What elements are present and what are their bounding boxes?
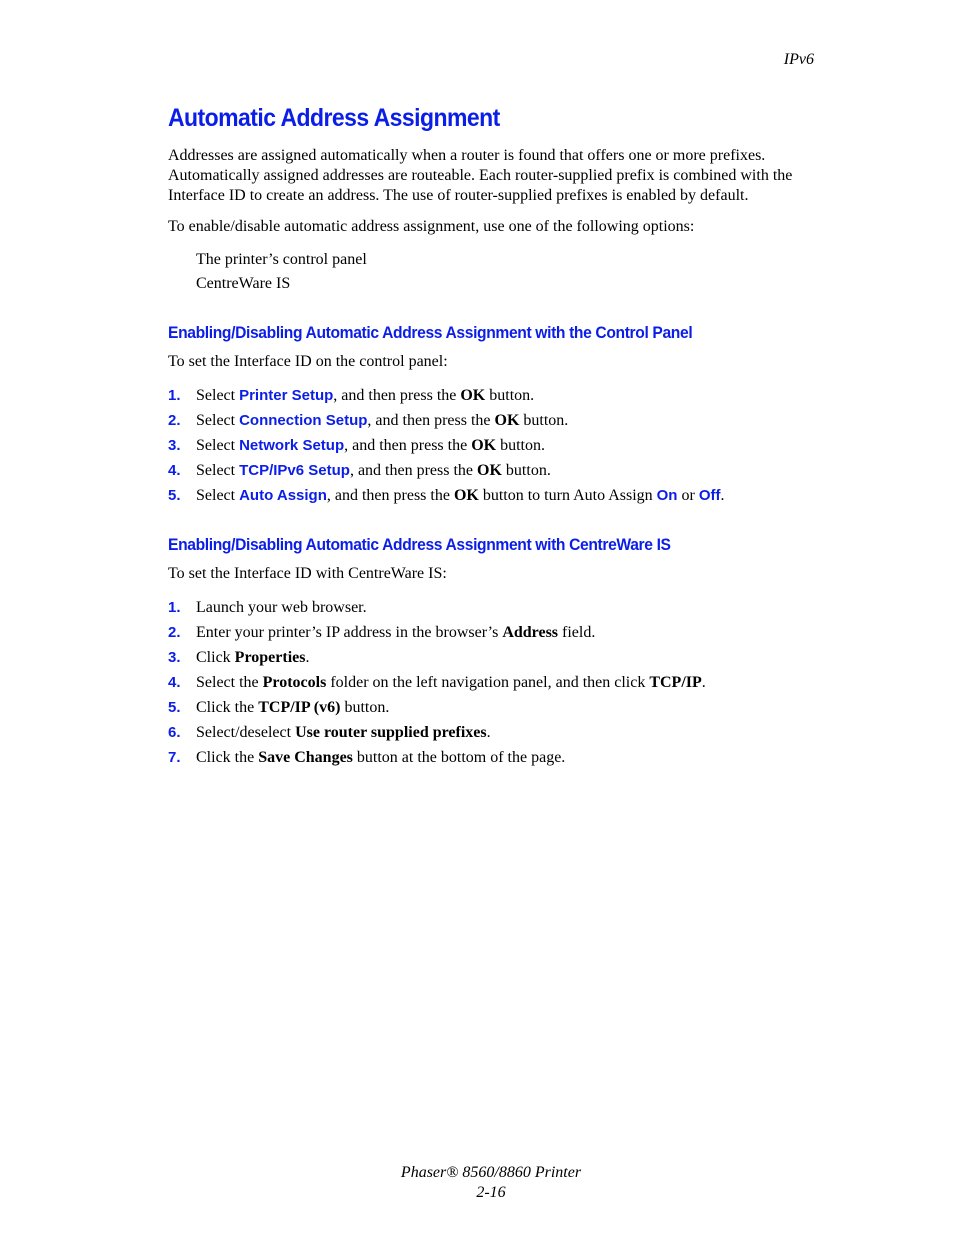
intro-paragraph: Addresses are assigned automatically when a router is found that offers one or more prefixes. Automatically assigned addresses are routeable. Each router-supplied prefix is combined with the Interface ID to create an address. The use of router-supplied prefixes is enabled by default. — [168, 147, 793, 204]
step-text: Select — [196, 487, 240, 504]
button-label: OK — [477, 462, 502, 479]
footer-page-number: 2-16 — [476, 1184, 506, 1201]
step-text: field. — [558, 624, 596, 641]
step-item — [168, 433, 818, 458]
step-number: 4. — [168, 674, 181, 691]
menu-value-on: On — [656, 487, 678, 504]
ui-label: Properties — [234, 649, 306, 666]
step-item — [168, 595, 818, 620]
menu-value-off: Off — [698, 487, 721, 504]
step-number: 2. — [168, 624, 181, 641]
step-text: , and then press the — [367, 412, 495, 429]
step-text: Select — [196, 412, 240, 429]
step-number: 6. — [168, 724, 181, 741]
step-item — [168, 483, 818, 508]
step-item — [168, 408, 818, 433]
step-text: Select — [196, 462, 240, 479]
step-item — [168, 670, 818, 695]
ui-label: Use router supplied prefixes — [295, 724, 487, 741]
section-lead: To set the Interface ID with CentreWare IS: — [168, 565, 447, 582]
option-item: The printer’s control panel — [196, 251, 367, 268]
step-text: , and then press the — [333, 387, 461, 404]
step-text: . — [486, 724, 491, 741]
step-number: 1. — [168, 387, 181, 404]
step-number: 7. — [168, 749, 181, 766]
step-text: button. — [501, 462, 551, 479]
control-panel-section — [168, 322, 818, 508]
menu-label: Connection Setup — [239, 412, 368, 429]
step-number: 4. — [168, 462, 181, 479]
step-text: button. — [340, 699, 390, 716]
menu-label: Auto Assign — [239, 487, 327, 504]
button-label: OK — [453, 487, 479, 504]
step-text: Enter your printer’s IP address in the browser’s — [196, 624, 503, 641]
step-item — [168, 383, 818, 408]
control-panel-steps — [168, 383, 818, 508]
button-label: OK — [471, 437, 497, 454]
step-text: Launch your web browser. — [196, 599, 367, 616]
step-text: . — [305, 649, 310, 666]
centreware-section — [168, 534, 818, 770]
page-content — [168, 102, 818, 770]
running-header: IPv6 — [783, 51, 814, 68]
step-text: Select/deselect — [196, 724, 296, 741]
step-text: button to turn Auto Assign — [478, 487, 657, 504]
step-text: . — [701, 674, 706, 691]
step-text: , and then press the — [349, 462, 478, 479]
options-list — [196, 248, 818, 296]
step-text: folder on the left navigation panel, and then click — [326, 674, 650, 691]
step-number: 5. — [168, 487, 181, 504]
ui-label: TCP/IP — [649, 674, 702, 691]
step-text: Select — [196, 437, 240, 454]
step-text: Click the — [196, 699, 259, 716]
step-text: . — [720, 487, 725, 504]
step-number: 1. — [168, 599, 181, 616]
step-text: Select — [196, 387, 240, 404]
step-item — [168, 620, 818, 645]
step-text: or — [677, 487, 699, 504]
centreware-steps — [168, 595, 818, 770]
option-item: CentreWare IS — [196, 275, 291, 292]
step-text: Click — [196, 649, 235, 666]
step-item — [168, 720, 818, 745]
step-item — [168, 458, 818, 483]
button-label: OK — [460, 387, 486, 404]
step-text: button. — [485, 387, 535, 404]
page-title: Automatic Address Assignment — [168, 104, 500, 132]
options-lead: To enable/disable automatic address assignment, use one of the following options: — [168, 218, 695, 235]
step-text: , and then press the — [326, 487, 454, 504]
step-number: 2. — [168, 412, 181, 429]
step-text: Click the — [196, 749, 259, 766]
button-label: OK — [494, 412, 520, 429]
step-text: button at the bottom of the page. — [352, 749, 566, 766]
step-text: Select the — [196, 674, 263, 691]
step-item — [168, 645, 818, 670]
step-number: 3. — [168, 437, 181, 454]
menu-label: TCP/IPv6 Setup — [239, 462, 350, 479]
ui-label: Save Changes — [258, 749, 353, 766]
page-footer — [0, 1163, 954, 1203]
ui-label: Protocols — [262, 674, 327, 691]
section-heading: Enabling/Disabling Automatic Address Assignment with CentreWare IS — [168, 535, 671, 554]
menu-label: Printer Setup — [239, 387, 334, 404]
step-item — [168, 695, 818, 720]
step-number: 3. — [168, 649, 181, 666]
step-number: 5. — [168, 699, 181, 716]
footer-product: Phaser® 8560/8860 Printer — [400, 1164, 582, 1181]
menu-label: Network Setup — [239, 437, 345, 454]
step-text: , and then press the — [344, 437, 472, 454]
step-text: button. — [519, 412, 569, 429]
step-text: button. — [496, 437, 545, 454]
ui-label: TCP/IP (v6) — [258, 699, 341, 716]
step-item — [168, 745, 818, 770]
section-lead: To set the Interface ID on the control panel: — [168, 353, 448, 370]
field-label: Address — [502, 624, 559, 641]
section-heading: Enabling/Disabling Automatic Address Assignment with the Control Panel — [168, 323, 693, 342]
